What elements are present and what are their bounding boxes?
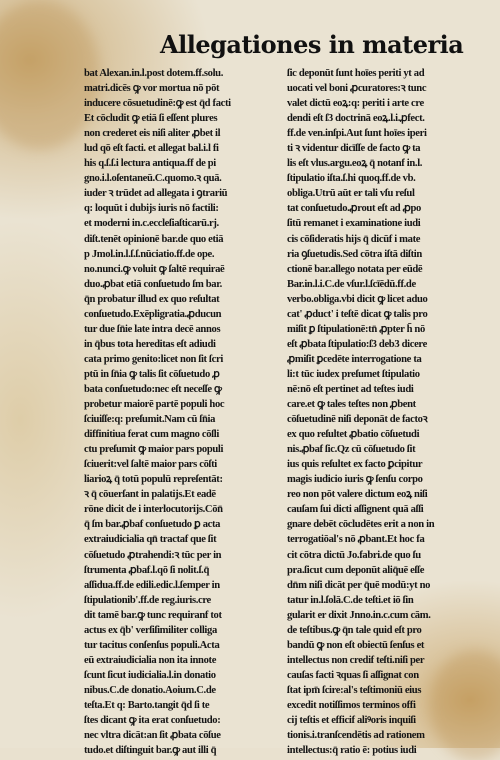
text-line: intellectus non credif teſti.niſi per [287, 654, 425, 666]
text-line: ſtipulatio iſta.ſ.hi quoq.ff.de vb. [287, 173, 416, 185]
text-line: intellectus:q̄ ratio ē: potius iudi [287, 745, 417, 757]
text-line: in q̄bus tota hereditas eſt adiudi [84, 338, 216, 350]
text-line: cauſam ſui dicti aſſignent quā aſſi [287, 504, 424, 516]
text-line: miſit ꝑ ſtipulationē:tn̄ ꝓpter h̄ nō [287, 323, 425, 335]
text-line: q: loquūt i dubijs iuris nō factili: [84, 203, 219, 215]
text-line: nec vltra dicāt:an ſit ꝓbata cōſue [84, 730, 221, 742]
text-line: gnare debēt cōcludētes erit a non in [287, 519, 435, 531]
text-line: ſtipulationib'.ff.de reg.iuris.cre [84, 594, 211, 606]
text-line: aſſidua.ff.de edili.edic.l.ſemper in [84, 579, 220, 591]
text-line: uocati vel boni ꝓcuratores:ꝛ tunc [287, 83, 427, 95]
text-line: diſt.tenēt opinionē bar.de quo etiā [84, 233, 224, 245]
text-line: cij teſtis et efficif aliꝰoris inquiſi [287, 715, 416, 727]
text-line: terrogatiōal's nō ꝓbant.Et hoc fa [287, 534, 425, 546]
text-line: ctu preſumit ꝙ maior pars populi [84, 444, 224, 456]
text-line: ſtrumenta ꝓbaf.l.qō ſi nolit.ſ.q̄ [84, 564, 210, 576]
text-line: actus ex q̄b' verſiſimiliter colliga [84, 624, 217, 636]
text-line: ſciuiſſe:q: preſumit.Nam cū ſn̄ia [84, 414, 216, 426]
text-line: tat conſuetudo.ꝓrout eſt ad ꝓpo [287, 203, 421, 215]
text-line: Et cōcludit ꝙ etiā ſi eſſent plures [84, 113, 218, 125]
text-line: tatur in.l.ſolā.C.de teſti.et iō ſin [287, 594, 414, 606]
text-line: tudo.et diſtinguit bar.ꝙ aut illi q̄ [84, 745, 217, 757]
text-line: q̄ ſm bar.ꝓbaf conſuetudo ꝑ acta [84, 519, 221, 531]
text-line: ſciuerit:vel ſaltē maior pars cōſti [84, 459, 217, 471]
text-line: nis.ꝓbaf ſic.Qz cū cōſuetudo ſit [287, 444, 416, 456]
text-line: ſtes dicant ꝙ ita erat conſuetudo: [84, 715, 221, 727]
text-line: ria ꝯſuetudis.Sed cōtra iſtā diſtin [287, 248, 422, 260]
text-line: et moderni in.c.eccleſiaſticarū.rj. [84, 218, 219, 230]
text-line: lud qō eſt facti. et allegat bal.i.l fi [84, 143, 219, 155]
text-line: cauſas facti ꝛquas ſi aſſignat con [287, 669, 419, 681]
text-line: rōne dicit de i interlocutorijs.Cōn̄ [84, 504, 223, 516]
text-line: ius quis reſultet ex facto ꝑcipitur [287, 459, 423, 471]
text-line: iuder ꝛ trūdet ad allegata i ꝯtrariū [84, 188, 228, 200]
text-line: p Jmol.in.l.ſ.ſ.nūciatio.ff.de ope. [84, 248, 215, 260]
text-line: cis cōſideratis hijs q̄ dicūf i mate [287, 233, 421, 245]
text-line: eſt ꝓbata ſtipulatio:ſ3 deb3 dicere [287, 338, 427, 350]
text-line: eū extraiudicialia non ita innote [84, 654, 217, 666]
text-line: de teſtibus.ꝙ q̄n tale quid eſt pro [287, 624, 422, 636]
text-line: ctionē bar.allego notata per eūdē [287, 263, 423, 275]
right-text-column [287, 66, 483, 758]
text-line: ff.de ven.inſpi.Aut ſunt hoīes iperi [287, 128, 427, 140]
text-line: ti ꝛ videntur dicīſſe de facto ꝙ ta [287, 143, 421, 155]
text-line: diffinitiua ferat cum magno cōſli [84, 429, 219, 441]
text-line: nē:nō eſt pertinet ad teſtes iudi [287, 383, 414, 395]
text-line: ſcunt ſicut iudicialia.l.in donatio [84, 669, 216, 681]
text-line: li:t tūc iudex preſumet ſtipulatio [287, 368, 420, 380]
text-line: non crederet eis niſi aliter ꝓbet il [84, 128, 221, 140]
text-line: matri.dicēs ꝙ vor mortua nō pōt [84, 83, 220, 95]
text-line: reo non pōt valere dictum eoꝝ niſi [287, 489, 428, 501]
text-line: care.et ꝙ tales teſtes non ꝓbent [287, 399, 416, 411]
text-line: his q.ſ.ſ.i lectura antiqua.ff de pi [84, 158, 216, 170]
text-line: pra.ſicut cum deponūt aliq̄uē eſſe [287, 564, 425, 576]
text-line: conſuetudo.Exēpligratia.ꝓducun [84, 308, 222, 320]
text-line: Bar.in.l.i.C.de vſur.l.ſcīēdū.ff.de [287, 278, 416, 290]
text-line: cit cōtra dictū Jo.fabri.de quo ſu [287, 549, 421, 561]
text-line: teſta.Et q: Barto.tangit q̄d ſi te [84, 699, 210, 711]
text-line: extraiudicialia qn̄ tractaf que ſit [84, 534, 217, 546]
text-line: liarioꝝ q̄ totū populū repreſentāt: [84, 474, 223, 486]
running-head: Allegationes in materia [160, 30, 464, 59]
text-line: lis eſt vlus.argu.eoꝝ q̄ notanf in.l. [287, 158, 423, 170]
text-line: obliga.Utrū aūt er tali vſu reſul [287, 188, 415, 200]
text-line: gno.i.l.oſentaneū.C.quomo.ꝛ quā. [84, 173, 222, 185]
text-line: nibus.C.de donatio.Aoium.C.de [84, 684, 216, 696]
text-line: magis iudicio iuris ꝙ ſenſu corpo [287, 474, 423, 486]
text-line: bandū ꝙ non eſt obiectū ſenſus et [287, 639, 425, 651]
text-line: valet dictū eoꝝ:q: periti i arte cre [287, 98, 424, 110]
text-line: ſic deponūt ſunt hoīes periti yt ad [287, 68, 425, 79]
text-line: tionis.i.tranſcendētis ad rationem [287, 730, 425, 742]
text-line: verbo.obliga.vbi dicit ꝙ licet aduo [287, 293, 428, 305]
text-line: bat Alexan.in.l.post dotem.ff.solu. [84, 68, 224, 79]
text-line: no.nunci.ꝙ voluit ꝙ ſaltē requiraē [84, 263, 225, 275]
text-line: ꝓmiſit ꝑcedēte interrogatione ta [287, 353, 422, 365]
text-line: duo.ꝓbat etiā conſuetudo ſm bar. [84, 278, 222, 290]
text-line: dendi eſt ſ3 doctrinā eoꝝ.l.i.ꝓfect. [287, 113, 425, 125]
text-line: tur due ſn̄ie late intra decē annos [84, 323, 221, 335]
text-line: ſitū remanet i examinatione iudi [287, 218, 421, 230]
text-line: dn̄m niſi dicāt per q̄uē modū:yt no [287, 579, 431, 591]
text-line: ptū in ſn̄ia ꝙ talis ſit cōſuetudo ꝓ [84, 368, 220, 380]
text-line: cat' ꝓduct' i teſtē dicat ꝙ talis pro [287, 308, 428, 320]
text-line: dit tamē bar.ꝙ tunc requiranf tot [84, 609, 222, 621]
text-line: cata primo genito:licet non ſit ſcri [84, 353, 223, 365]
text-line: q̄n probatur illud ex quo reſultat [84, 293, 220, 305]
text-line: ex quo reſultet ꝓbatio cōſuetudi [287, 429, 420, 441]
text-line: excedit notiſſimos terminos offi [287, 699, 416, 711]
text-line: cōſuetudinē niſi deponāt de factoꝛ [287, 414, 428, 426]
text-line: cōſuetudo ꝓtrahendi:ꝛ tūc per in [84, 549, 222, 561]
left-text-column [84, 66, 280, 758]
text-line: ſtat ipm̄ ſcire:al's teſtimoniū eius [287, 684, 422, 696]
text-line: ꝛ q̄ cōuerſant in palatijs.Et eadē [84, 489, 216, 501]
text-line: tur tacitus conſenſus populi.Acta [84, 639, 220, 651]
text-line: bata conſuetudo:nec eſt neceſſe ꝙ [84, 383, 222, 395]
text-line: inducere cōsuetudinē:ꝙ est q̄d facti [84, 98, 231, 110]
text-line: probetur maiorē partē populi hoc [84, 399, 225, 411]
text-line: gularit er dixit Jnno.in.c.cum cām. [287, 609, 431, 621]
